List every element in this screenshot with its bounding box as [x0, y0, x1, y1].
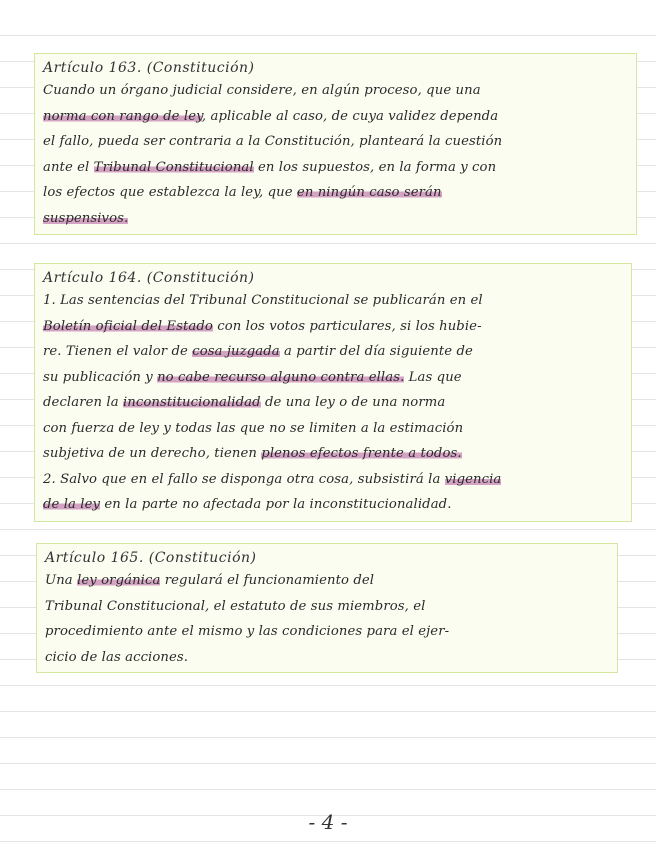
text-segment: el fallo, pueda ser contraria a la Constitución, planteará la cuestión — [43, 134, 503, 149]
highlighted-text: en ningún caso serán — [296, 185, 442, 200]
article-163-card — [34, 53, 637, 235]
page-number: - 4 - — [308, 810, 348, 834]
text-segment: regulará el funcionamiento del — [160, 573, 375, 588]
article-body — [43, 288, 621, 518]
text-line — [43, 390, 621, 416]
text-line — [43, 129, 626, 155]
text-segment: , aplicable al caso, de cuya validez dependa — [201, 108, 499, 124]
text-segment: re. Tienen el valor de — [43, 344, 193, 359]
text-segment: a partir del día siguiente de — [279, 344, 473, 359]
highlighted-text: vigencia — [444, 471, 502, 487]
text-segment: ante el — [43, 159, 94, 175]
highlighted-text: cosa juzgada — [192, 344, 280, 359]
text-line — [43, 155, 626, 181]
highlighted-text: de la ley — [43, 497, 101, 512]
text-segment: subjetiva de un derecho, tienen — [43, 446, 262, 461]
text-line — [43, 467, 621, 493]
text-line — [43, 365, 621, 391]
highlighted-text: ley orgánica — [77, 573, 161, 588]
text-line — [43, 180, 626, 206]
highlighted-text: plenos efectos frente a todos. — [261, 446, 462, 461]
text-segment: cicio de las acciones. — [45, 649, 189, 665]
text-line — [45, 645, 607, 671]
text-line — [45, 568, 607, 594]
text-segment: los efectos que establezca la ley, que — [43, 185, 297, 200]
text-segment: con fuerza de ley y todas las que no se limiten a la estimación — [43, 420, 464, 436]
article-body — [45, 568, 607, 670]
highlighted-text: norma con rango de ley — [43, 108, 202, 124]
text-line — [43, 78, 626, 104]
text-line — [43, 314, 621, 340]
article-165-card — [36, 543, 618, 673]
text-line — [43, 492, 621, 518]
text-line — [43, 206, 626, 232]
text-segment: Tribunal Constitucional, el estatuto de sus miembros, el — [45, 598, 426, 614]
text-line — [43, 441, 621, 467]
text-segment: procedimiento ante el mismo y las condiciones para el ejer- — [45, 624, 450, 639]
highlighted-text: Tribunal Constitucional — [93, 159, 254, 175]
article-heading: Artículo 163. (Constitución) — [43, 60, 255, 76]
text-line — [43, 104, 626, 130]
text-segment: su publicación y — [43, 369, 158, 385]
text-segment: declaren la — [43, 395, 123, 410]
text-line — [43, 339, 621, 365]
article-heading: Artículo 165. (Constitución) — [45, 550, 257, 566]
text-segment: con los votos particulares, si los hubie- — [212, 318, 482, 334]
text-segment: Cuando un órgano judicial considere, en algún proceso, que una — [43, 83, 481, 98]
text-segment: 2. Salvo que en el fallo se disponga otra cosa, subsistirá la — [43, 471, 445, 487]
article-heading: Artículo 164. (Constitución) — [43, 270, 255, 286]
text-segment: de una ley o de una norma — [260, 395, 446, 410]
text-segment: 1. Las sentencias del Tribunal Constitucional se publicarán en el — [43, 293, 483, 308]
highlighted-text: no cabe recurso alguno contra ellas. — [157, 369, 405, 385]
article-body — [43, 78, 626, 231]
article-164-card — [34, 263, 632, 522]
text-line — [43, 288, 621, 314]
text-line — [43, 416, 621, 442]
text-line — [45, 619, 607, 645]
text-segment: Una — [45, 573, 78, 588]
highlighted-text: Boletín oficial del Estado — [43, 318, 213, 334]
text-segment: en la parte no afectada por la inconstitucionalidad. — [100, 497, 452, 512]
highlighted-text: suspensivos. — [43, 210, 129, 226]
text-segment: en los supuestos, en la forma y con — [253, 159, 497, 175]
highlighted-text: inconstitucionalidad — [122, 395, 261, 410]
text-segment: Las que — [404, 369, 462, 385]
text-line — [45, 594, 607, 620]
